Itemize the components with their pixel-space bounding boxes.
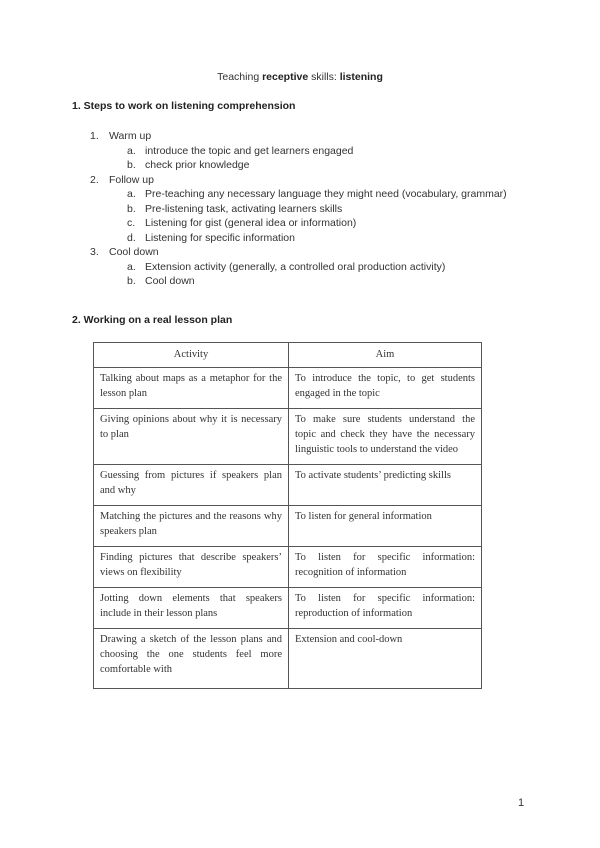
sub-letter: b. xyxy=(127,159,136,171)
sub-list-item xyxy=(72,231,522,246)
aim-cell: To introduce the topic, to get students engaged in the topic xyxy=(289,368,482,409)
table-row xyxy=(94,409,482,465)
table-row xyxy=(94,368,482,409)
aim-cell: To listen for specific information: reproduction of information xyxy=(289,588,482,629)
list-item xyxy=(72,173,522,188)
list-number: 2. xyxy=(90,173,99,186)
sub-item-text: check prior knowledge xyxy=(145,159,250,171)
aim-cell: To listen for specific information: recognition of information xyxy=(289,547,482,588)
sub-letter: b. xyxy=(127,202,136,215)
column-header-activity: Activity xyxy=(94,343,289,368)
activity-cell: Giving opinions about why it is necessary to plan xyxy=(94,409,289,465)
table-header-row xyxy=(94,343,482,368)
sub-list-item xyxy=(72,202,522,217)
aim-cell: Extension and cool-down xyxy=(289,629,482,689)
sub-item-text: Pre-teaching any necessary language they might need (vocabulary, grammar) xyxy=(145,188,507,200)
sub-list-item xyxy=(72,187,522,202)
section-1-heading: 1. Steps to work on listening comprehension xyxy=(72,100,296,112)
sub-letter: d. xyxy=(127,231,136,244)
section-2-heading: 2. Working on a real lesson plan xyxy=(72,314,233,326)
sub-item-text: Extension activity (generally, a controlled oral production activity) xyxy=(145,260,446,273)
sub-item-text: Listening for specific information xyxy=(145,231,295,244)
activity-cell: Finding pictures that describe speakers’ views on flexibility xyxy=(94,547,289,588)
activity-cell: Jotting down elements that speakers include in their lesson plans xyxy=(94,588,289,629)
steps-list xyxy=(72,129,522,289)
column-header-aim: Aim xyxy=(289,343,482,368)
activity-cell: Matching the pictures and the reasons why speakers plan xyxy=(94,506,289,547)
table-row xyxy=(94,506,482,547)
title-bold-receptive: receptive xyxy=(262,71,309,83)
sub-item-text: Cool down xyxy=(145,275,195,287)
lesson-plan-table xyxy=(93,342,482,689)
sub-letter: c. xyxy=(127,217,136,229)
page-number: 1 xyxy=(518,797,525,809)
aim-cell: To activate students’ predicting skills xyxy=(289,465,482,506)
table-row xyxy=(94,547,482,588)
title-middle: skills: xyxy=(308,71,340,83)
table-row xyxy=(94,465,482,506)
list-item xyxy=(72,129,522,144)
activity-cell: Guessing from pictures if speakers plan and why xyxy=(94,465,289,506)
list-number: 3. xyxy=(90,246,99,258)
activity-cell: Talking about maps as a metaphor for the lesson plan xyxy=(94,368,289,409)
sub-letter: a. xyxy=(127,260,136,273)
aim-cell: To listen for general information xyxy=(289,506,482,547)
list-item-label: Follow up xyxy=(109,173,154,186)
list-item xyxy=(72,245,522,260)
sub-letter: a. xyxy=(127,188,136,200)
list-number: 1. xyxy=(90,130,99,142)
sub-letter: a. xyxy=(127,144,136,157)
sub-letter: b. xyxy=(127,275,136,287)
sub-item-text: Pre-listening task, activating learners skills xyxy=(145,202,343,215)
sub-list-item xyxy=(72,216,522,231)
sub-list-item xyxy=(72,274,522,289)
list-item-label: Cool down xyxy=(109,246,159,258)
sub-item-text: introduce the topic and get learners engaged xyxy=(145,144,354,157)
sub-item-text: Listening for gist (general idea or information) xyxy=(145,217,357,229)
list-item-label: Warm up xyxy=(109,130,152,142)
table-row xyxy=(94,629,482,689)
title-prefix: Teaching xyxy=(217,71,263,83)
activity-cell: Drawing a sketch of the lesson plans and choosing the one students feel more comfortable with xyxy=(94,629,289,689)
aim-cell: To make sure students understand the topic and check they have the necessary linguistic tools to understand the video xyxy=(289,409,482,465)
sub-list-item xyxy=(72,260,522,275)
table-row xyxy=(94,588,482,629)
document-title xyxy=(0,71,600,83)
sub-list-item xyxy=(72,158,522,173)
sub-list-item xyxy=(72,144,522,159)
title-bold-listening: listening xyxy=(339,71,383,83)
